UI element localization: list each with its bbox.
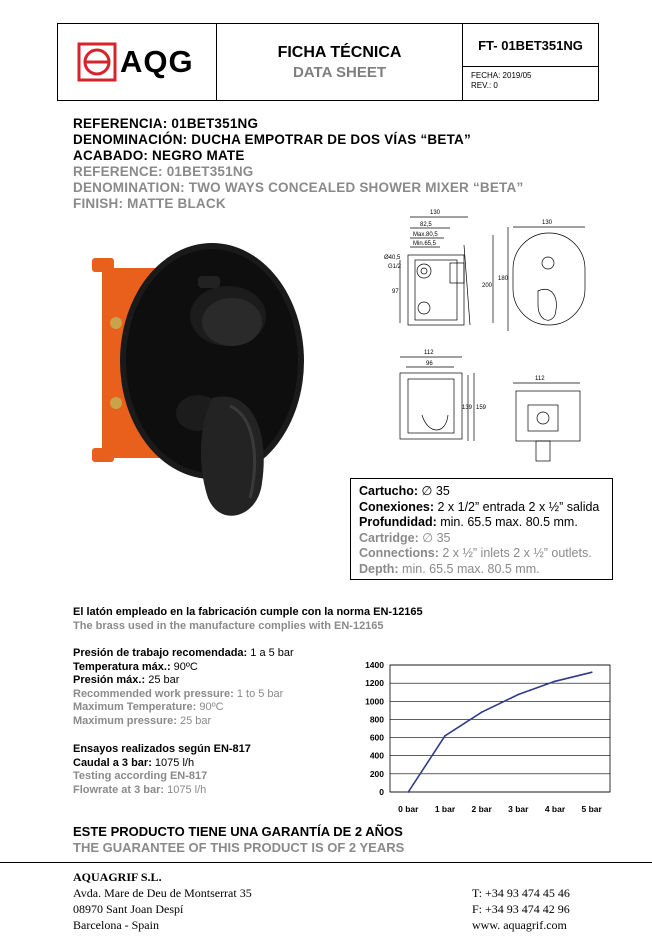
plot-frame — [390, 665, 610, 792]
guarantee-en: THE GUARANTEE OF THIS PRODUCT IS OF 2 YEARS — [73, 840, 405, 855]
pressure-l1-value: 1 a 5 bar — [247, 647, 294, 659]
y-tick-label: 200 — [369, 768, 384, 779]
dim-g12: G1/2 — [388, 264, 402, 270]
depth-label-en: Depth: — [359, 561, 399, 576]
phone: T: +34 93 474 45 46 — [472, 886, 570, 900]
x-tick-label: 4 bar — [544, 804, 566, 814]
company-name: AQUAGRIF S.L. — [73, 870, 162, 884]
y-tick-label: 400 — [369, 750, 384, 761]
y-tick-label: 0 — [379, 787, 384, 797]
dim-97: 97 — [392, 289, 399, 295]
x-tick-label: 2 bar — [471, 804, 492, 814]
title-es: FICHA TÉCNICA — [277, 44, 402, 61]
address-line-3: Barcelona - Spain — [73, 918, 159, 932]
website-link[interactable]: www. aquagrif.com — [472, 918, 567, 932]
dim-130: 130 — [430, 210, 441, 216]
doc-code: FT- 01BET351NG — [463, 24, 598, 67]
dim-130b: 130 — [542, 220, 553, 226]
y-tick-label: 1400 — [365, 660, 384, 670]
fax: F: +34 93 474 42 96 — [472, 902, 570, 916]
denom-en: DENOMINATION: TWO WAYS CONCEALED SHOWER MIXER “BETA” — [73, 180, 524, 195]
footer-address — [73, 869, 252, 933]
dim-139: 139 — [462, 405, 473, 411]
pressure-l6-label: Maximum pressure: — [73, 714, 177, 727]
flow-point — [554, 680, 556, 682]
ref-es: REFERENCIA: 01BET351NG — [73, 116, 259, 131]
spec-box — [350, 478, 613, 580]
tests-title: Ensayos realizados según EN-817 — [73, 743, 251, 755]
footer-divider — [0, 862, 652, 863]
cartridge-value: ∅ 35 — [418, 484, 450, 498]
footer-contact — [472, 885, 570, 933]
pressure-l5-label: Maximum Temperature: — [73, 701, 197, 713]
guarantee-es: ESTE PRODUCTO TIENE UNA GARANTÍA DE 2 AÑOS — [73, 824, 403, 839]
logo-cell — [58, 24, 217, 100]
dim-82-5: 82,5 — [420, 222, 432, 228]
address-line-2: 08970 Sant Joan Despí — [73, 902, 184, 916]
pressure-l5-value: 90ºC — [196, 701, 224, 713]
technical-drawing — [350, 205, 600, 473]
y-tick-label: 800 — [369, 714, 384, 725]
pressure-l4-label: Recommended work pressure: — [73, 687, 234, 700]
flow-point — [481, 711, 483, 713]
tests-title-en: Testing according EN-817 — [73, 770, 208, 782]
x-tick-label: 5 bar — [581, 804, 602, 814]
y-tick-label: 600 — [369, 732, 384, 743]
ref-en: REFERENCE: 01BET351NG — [73, 164, 254, 179]
tests-block — [73, 743, 251, 797]
flow-label-en: Flowrate at 3 bar: — [73, 783, 165, 796]
depth-value-en: min. 65.5 max. 80.5 mm. — [398, 561, 540, 576]
depth-label: Profundidad: — [359, 515, 437, 529]
doc-date: FECHA: 2019/05 — [471, 71, 532, 80]
dim-96: 96 — [426, 361, 433, 367]
x-tick-label: 0 bar — [398, 804, 419, 814]
flow-point — [517, 694, 519, 696]
flow-point — [407, 791, 409, 793]
pressure-l2-value: 90ºC — [170, 660, 198, 673]
reference-block — [73, 116, 523, 212]
pressure-l3-value: 25 bar — [145, 674, 180, 686]
guarantee-block — [73, 824, 404, 856]
flow-point — [444, 735, 446, 737]
flow-label: Caudal a 3 bar: — [73, 756, 152, 769]
brass-en: The brass used in the manufacture complies with EN-12165 — [73, 619, 384, 632]
pressure-l4-value: 1 to 5 bar — [233, 687, 284, 700]
dim-min: Min.65,5 — [413, 241, 437, 247]
x-tick-label: 1 bar — [434, 804, 456, 814]
chart-y-ticks — [365, 660, 384, 797]
title-cell — [217, 24, 463, 100]
depth-value: min. 65.5 max. 80.5 mm. — [436, 515, 578, 529]
flow-point — [591, 671, 593, 673]
code-cell — [463, 24, 598, 100]
cartridge-value-en: ∅ 35 — [418, 530, 451, 545]
y-tick-label: 1200 — [365, 678, 384, 689]
connections-value-en: 2 x ½” inlets 2 x ½” outlets. — [438, 546, 592, 560]
dim-112b: 112 — [535, 376, 545, 382]
connections-label-en: Connections: — [359, 546, 439, 560]
pressure-l3-label: Presión máx.: — [73, 674, 146, 686]
connections-label: Conexiones: — [359, 499, 435, 514]
brass-block — [73, 606, 423, 633]
chart-series — [407, 671, 592, 793]
product-image — [80, 228, 305, 553]
cartridge-label: Cartucho: — [359, 484, 419, 498]
address-line-1: Avda. Mare de Deu de Montserrat 35 — [73, 886, 252, 900]
x-tick-label: 3 bar — [508, 804, 529, 814]
pressure-l6-value: 25 bar — [176, 714, 212, 727]
connections-value: 2 x 1/2” entrada 2 x ½” salida — [434, 499, 600, 514]
dim-180: 180 — [498, 276, 509, 282]
title-en: DATA SHEET — [292, 64, 387, 81]
doc-rev: REV.: 0 — [471, 81, 498, 90]
dim-112: 112 — [424, 350, 434, 356]
pressure-l1-label: Presión de trabajo recomendada: — [73, 647, 248, 659]
pressure-block — [73, 647, 294, 728]
finish-es: ACABADO: NEGRO MATE — [73, 148, 245, 163]
flow-chart — [340, 655, 625, 820]
dim-159: 159 — [476, 405, 487, 411]
brass-es: El latón empleado en la fabricación cumple con la norma EN-12165 — [73, 606, 423, 618]
y-tick-label: 1000 — [365, 696, 384, 707]
chart-x-ticks — [398, 804, 602, 814]
cartridge-label-en: Cartridge: — [359, 530, 419, 545]
dim-max: Max.80,5 — [413, 232, 438, 238]
logo-text: AQG — [120, 44, 194, 79]
flow-value: 1075 l/h — [151, 756, 195, 769]
flow-value-en: 1075 l/h — [164, 783, 207, 796]
finish-en: FINISH: MATTE BLACK — [73, 196, 226, 211]
chart-grid — [390, 665, 610, 792]
dim-40-5: Ø40,5 — [384, 255, 401, 261]
pressure-l2-label: Temperatura máx.: — [73, 660, 171, 673]
dim-200: 200 — [482, 283, 493, 289]
header-table — [57, 23, 599, 101]
denom-es: DENOMINACIÓN: DUCHA EMPOTRAR DE DOS VÍAS “BETA” — [73, 132, 471, 147]
